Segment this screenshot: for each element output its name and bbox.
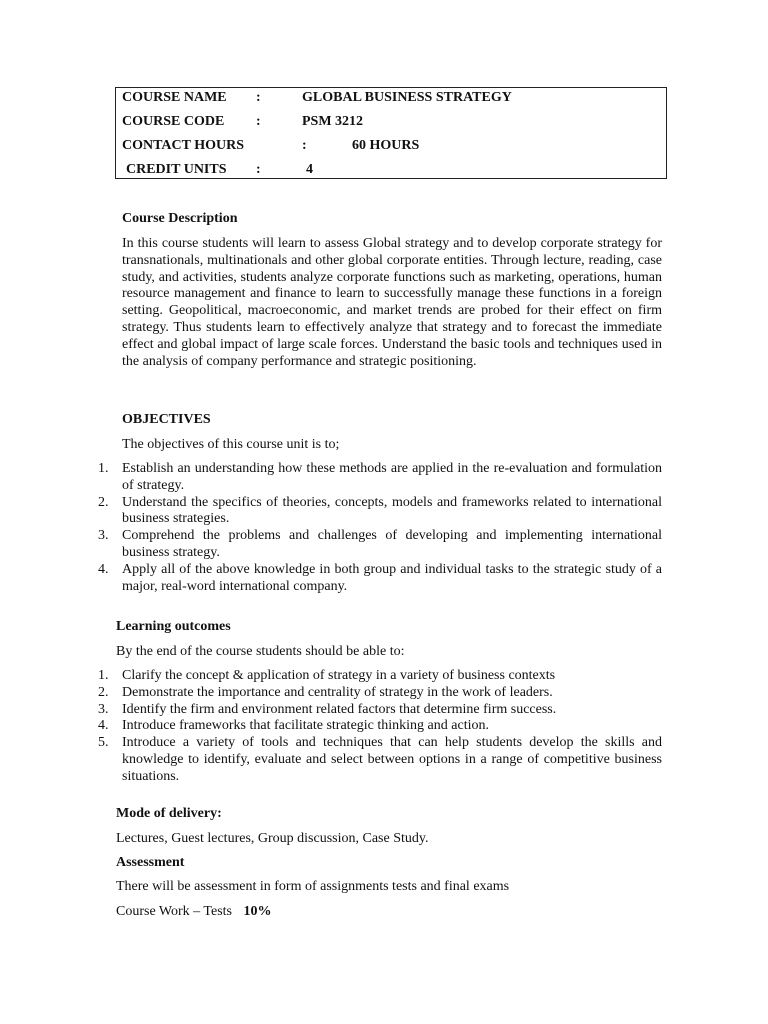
list-item: 5. Introduce a variety of tools and techniques that can help students develop the skills and knowledge to identify, evaluate and select between options in a range of competitive business situations. (98, 735, 662, 784)
list-item: 4. Introduce frameworks that facilitate strategic thinking and action. (116, 718, 662, 735)
objectives-list (98, 461, 662, 595)
course-info-box (115, 87, 667, 179)
list-item: 1. Clarify the concept & application of strategy in a variety of business contexts (116, 668, 662, 685)
list-item: 3. Identify the firm and environment related factors that determine firm success. (116, 702, 662, 719)
contact-hours-value: 60 HOURS (352, 138, 420, 153)
outcomes-list (98, 668, 662, 786)
course-name-value: GLOBAL BUSINESS STRATEGY (302, 90, 512, 105)
credit-units-value: 4 (306, 162, 313, 177)
outcome-text: Introduce frameworks that facilitate strategic thinking and action. (122, 718, 489, 734)
delivery-text: Lectures, Guest lectures, Group discussion, Case Study. (116, 831, 429, 846)
objective-text: Comprehend the problems and challenges of developing and implementing international business strategy. (122, 528, 662, 560)
contact-hours-label: CONTACT HOURS (122, 138, 245, 153)
course-name-row (116, 90, 666, 114)
assessment-heading: Assessment (116, 855, 185, 870)
outcomes-heading: Learning outcomes (116, 619, 231, 634)
objective-text: Understand the specifics of theories, concepts, models and frameworks related to international business strategies. (122, 494, 662, 527)
list-item: 2. Demonstrate the importance and centrality of strategy in the work of leaders. (116, 685, 662, 702)
delivery-heading: Mode of delivery: (116, 806, 222, 821)
course-name-colon: : (256, 90, 261, 105)
assessment-text: There will be assessment in form of assignments tests and final exams (116, 879, 510, 894)
list-item: 4. Apply all of the above knowledge in both group and individual tasks to the strategic study of a major, real-word international company. (98, 561, 662, 594)
outcome-text: Introduce a variety of tools and techniques that can help students develop the skills and knowledge to identify, evaluate and select between options in a range of competitive business situations. (122, 735, 662, 784)
coursework-line (116, 904, 272, 920)
course-code-label: COURSE CODE (122, 114, 225, 129)
course-name-label: COURSE NAME (122, 90, 227, 105)
objective-text: Establish an understanding how these methods are applied in the re-evaluation and formulation of strategy. (122, 461, 662, 493)
outcome-text: Demonstrate the importance and centrality of strategy in the work of leaders. (122, 684, 553, 700)
credit-units-row (116, 162, 666, 186)
coursework-value: 10% (243, 904, 272, 919)
outcome-text: Clarify the concept & application of strategy in a variety of business contexts (122, 668, 556, 683)
list-item: 2. Understand the specifics of theories, concepts, models and frameworks related to international business strategies. (98, 494, 662, 527)
contact-hours-colon: : (302, 138, 307, 153)
course-code-value: PSM 3212 (302, 114, 364, 129)
coursework-label: Course Work – Tests (116, 904, 232, 919)
credit-units-label: CREDIT UNITS (126, 162, 227, 177)
objective-text: Apply all of the above knowledge in both group and individual tasks to the strategic study of a major, real-word international company. (122, 561, 662, 594)
course-code-row (116, 114, 666, 138)
contact-hours-row (116, 138, 666, 162)
list-item: 1. Establish an understanding how these methods are applied in the re-evaluation and formulation of strategy. (98, 461, 662, 493)
outcomes-intro: By the end of the course students should be able to: (116, 644, 405, 659)
objectives-heading: OBJECTIVES (122, 412, 211, 427)
list-item: 3. Comprehend the problems and challenges of developing and implementing international business strategy. (98, 528, 662, 560)
description-text: In this course students will learn to assess Global strategy and to develop corporate strategy for transnationals, multinationals and other global corporate entities. Through lecture, reading, case study, and activities, students analyze corporate functions such as marketing, operations, human resource management and finance to learn to successfully manage these functions in a foreign setting. Geopolitical, macroeconomic, and market trends are probed for their effect on firm strategy. Thus students learn to effectively analyze that strategy and to forecast the immediate effect and global impact of large scale forces. Understand the basic tools and techniques used in the analysis of company performance and strategic positioning. (122, 236, 662, 369)
outcome-text: Identify the firm and environment related factors that determine firm success. (122, 701, 557, 717)
objectives-intro: The objectives of this course unit is to; (122, 437, 340, 452)
course-code-colon: : (256, 114, 261, 129)
description-heading: Course Description (122, 211, 238, 226)
credit-units-colon: : (256, 162, 261, 177)
